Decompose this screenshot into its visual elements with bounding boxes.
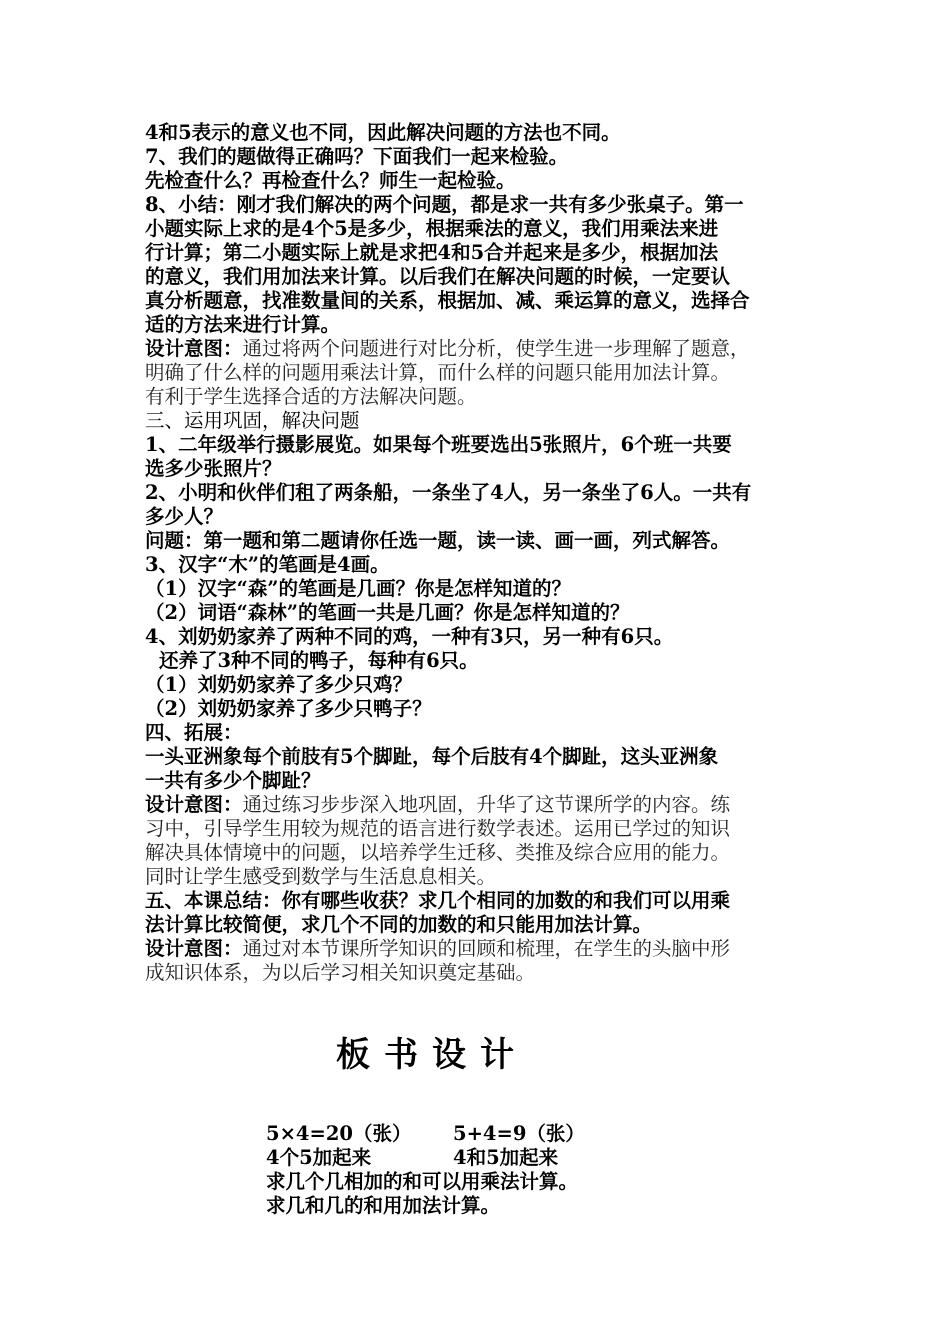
- text-line: 一共有多少个脚趾？: [145, 769, 321, 792]
- question-4-1: （1）刘奶奶家养了多少只鸡？: [145, 673, 413, 696]
- design-intent-1: 设计意图：通过将两个问题进行对比分析，使学生进一步理解了题意，: [145, 337, 750, 360]
- text-line: 行计算；第二小题实际上就是求把4和5合并起来是多少，根据加法: [145, 241, 719, 264]
- step-7: 7、我们的题做得正确吗？下面我们一起来检验。: [145, 145, 569, 168]
- text-line: 成知识体系，为以后学习相关知识奠定基础。: [145, 961, 536, 984]
- text-line: 明确了什么样的问题用乘法计算，而什么样的问题只能用加法计算。: [145, 361, 731, 384]
- text-line: 多少人？: [145, 505, 224, 528]
- document-body: [145, 121, 815, 985]
- question-4-2: （2）刘奶奶家养了多少只鸭子？: [145, 697, 432, 720]
- design-intent-3: 设计意图：通过对本节课所学知识的回顾和梳理，在学生的头脑中形: [145, 937, 731, 960]
- section-4-title: 四、拓展：: [145, 721, 243, 744]
- text-line: 的意义，我们用加法来计算。以后我们在解决问题的时候，一定要认: [145, 265, 731, 288]
- text-line: 适的方法来进行计算。: [145, 313, 341, 336]
- text-line: 小题实际上求的是4个5是多少，根据乘法的意义，我们用乘法来进: [145, 217, 719, 240]
- question-4: 4、刘奶奶家养了两种不同的鸡，一种有3只，另一种有6只。: [145, 625, 674, 648]
- text-line: 真分析题意，找准数量间的关系，根据加、减、乘运算的意义，选择合: [145, 289, 750, 312]
- board-notes: [266, 1146, 578, 1170]
- text-line: 法计算比较简便，求几个不同的加数的和只能用加法计算。: [145, 913, 653, 936]
- question-2: 2、小明和伙伴们租了两条船，一条坐了4人，另一条坐了6人。一共有: [145, 481, 752, 504]
- section-5-summary: 五、本课总结：你有哪些收获？求几个相同的加数的和我们可以用乘: [145, 889, 731, 912]
- text-line: 选多少张照片？: [145, 457, 282, 480]
- board-summary-1: 求几个几相加的和可以用乘法计算。: [266, 1170, 579, 1193]
- multiplication-note: 4个5加起来: [266, 1146, 372, 1169]
- text-line: 有利于学生选择合适的方法解决问题。: [145, 385, 477, 408]
- text-line: 还养了3种不同的鸭子，每种有6只。: [159, 649, 479, 672]
- question-3-2: （2）词语“森林”的笔画一共是几画？你是怎样知道的？: [145, 601, 630, 624]
- text-line: 习中，引导学生用较为规范的语言进行数学表述。运用已学过的知识: [145, 817, 731, 840]
- task-prompt: 问题：第一题和第二题请你任选一题，读一读、画一画，列式解答。: [145, 529, 731, 552]
- extension-question: 一头亚洲象每个前肢有5个脚趾，每个后肢有4个脚趾，这头亚洲象: [145, 745, 719, 768]
- question-3-1: （1）汉字“森”的笔画是几画？你是怎样知道的？: [145, 577, 572, 600]
- step-8-summary: 8、小结：刚才我们解决的两个问题，都是求一共有多少张桌子。第一: [145, 193, 744, 216]
- text-line: 解决具体情境中的问题，以培养学生迁移、类推及综合应用的能力。: [145, 841, 731, 864]
- question-3: 3、汉字“木”的笔画是4画。: [145, 553, 390, 576]
- text-line: 4和5表示的意义也不同，因此解决问题的方法也不同。: [145, 121, 621, 144]
- addition-note: 4和5加起来: [453, 1146, 559, 1169]
- multiplication-equation: 5×4=20（张）: [266, 1122, 412, 1145]
- design-intent-label: 设计意图：: [145, 793, 243, 816]
- board-design: [266, 1122, 585, 1218]
- addition-equation: 5+4=9（张）: [453, 1122, 585, 1145]
- question-1: 1、二年级举行摄影展览。如果每个班要选出5张照片，6个班一共要: [145, 433, 732, 456]
- section-3-title: 三、运用巩固，解决问题: [145, 409, 360, 432]
- text-line: 同时让学生感受到数学与生活息息相关。: [145, 865, 497, 888]
- board-summary-2: 求几和几的和用加法计算。: [266, 1194, 501, 1217]
- design-intent-2: 设计意图：通过练习步步深入地巩固，升华了这节课所学的内容。练: [145, 793, 731, 816]
- design-intent-label: 设计意图：: [145, 337, 243, 360]
- design-intent-label: 设计意图：: [145, 937, 243, 960]
- board-equations: [266, 1122, 585, 1146]
- board-design-title: 板书设计: [336, 1035, 528, 1075]
- text-line: 先检查什么？再检查什么？师生一起检验。: [145, 169, 516, 192]
